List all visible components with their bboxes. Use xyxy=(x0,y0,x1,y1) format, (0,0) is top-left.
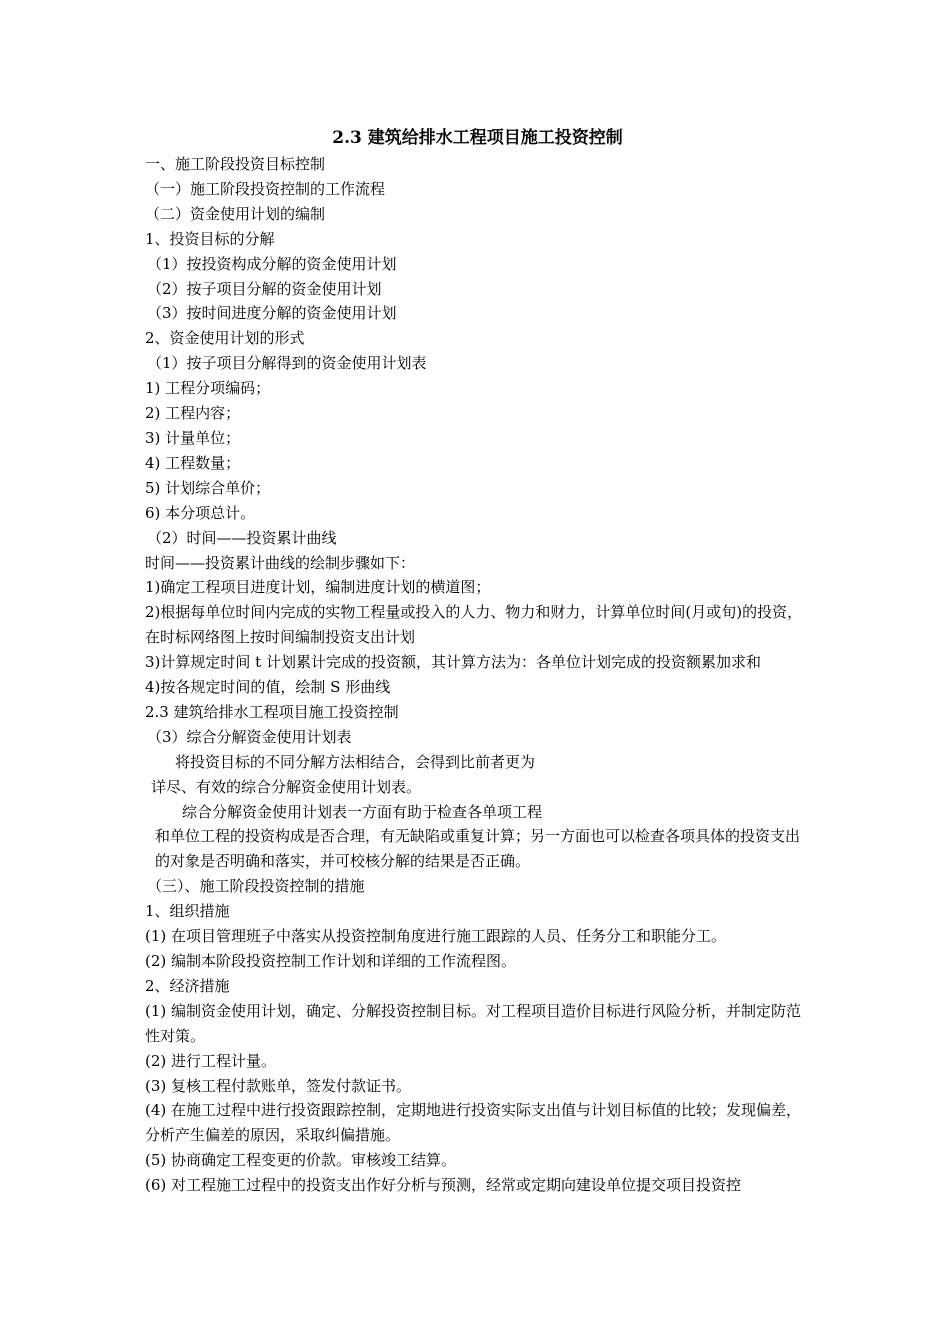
subheading: （二）资金使用计划的编制 xyxy=(145,204,326,223)
list-item: (1) 在项目管理班子中落实从投资控制角度进行施工跟踪的人员、任务分工和职能分工。 xyxy=(145,927,727,946)
paragraph: 和单位工程的投资构成是否合理，有无缺陷或重复计算；另一方面也可以检查各项具体的投资支出的对象是否明确和落实，并可校核分解的结果是否正确。 xyxy=(155,827,801,871)
section-heading: 2、经济措施 xyxy=(145,976,230,995)
heading-1: 一、施工阶段投资目标控制 xyxy=(145,155,326,173)
list-item: （3）综合分解资金使用计划表 xyxy=(147,727,352,746)
subheading: （三）、施工阶段投资控制的措施 xyxy=(147,877,365,896)
paragraph: 将投资目标的不同分解方法相结合，会得到比前者更为 xyxy=(175,752,536,771)
document-title: 2.3 建筑给排水工程项目施工投资控制 xyxy=(332,128,623,148)
list-item: (1) 编制资金使用计划，确定、分解投资控制目标。对工程项目造价目标进行风险分析，并制定防范性对策。 xyxy=(145,1001,802,1045)
list-item: (6) 对工程施工过程中的投资支出作好分析与预测，经常或定期向建设单位提交项目投资控 xyxy=(145,1176,742,1195)
list-item: (2) 进行工程计量。 xyxy=(145,1051,277,1070)
section-heading: 1、投资目标的分解 xyxy=(145,229,275,248)
step-item: 1)确定工程项目进度计划，编制进度计划的横道图； xyxy=(145,578,491,597)
paragraph: 综合分解资金使用计划表一方面有助于检查各单项工程 xyxy=(182,802,543,821)
list-item: (3) 复核工程付款账单，签发付款证书。 xyxy=(145,1076,412,1095)
section-heading: 1、组织措施 xyxy=(145,902,230,921)
list-item: （2）时间——投资累计曲线 xyxy=(147,528,337,547)
list-item: （1）按投资构成分解的资金使用计划 xyxy=(147,254,397,273)
list-item: （2）按子项目分解的资金使用计划 xyxy=(147,279,382,298)
step-item: 2)根据每单位时间内完成的实物工程量或投入的人力、物力和财力，计算单位时间(月或旬)的投资，在时标网络图上按时间编制投资支出计划 xyxy=(145,603,803,647)
subheading: （一）施工阶段投资控制的工作流程 xyxy=(145,179,386,198)
section-heading: 2、资金使用计划的形式 xyxy=(145,329,305,348)
list-item: (5) 协商确定工程变更的价款。审核竣工结算。 xyxy=(145,1151,457,1170)
list-item: （3）按时间进度分解的资金使用计划 xyxy=(147,304,397,323)
step-item: 3)计算规定时间 t 计划累计完成的投资额，其计算方法为：各单位计划完成的投资额累加求和 xyxy=(145,653,761,672)
list-item: 3) 计量单位； xyxy=(145,428,241,447)
paragraph: 时间——投资累计曲线的绘制步骤如下： xyxy=(145,553,416,572)
list-item: 5) 计划综合单价； xyxy=(145,478,271,497)
document-body xyxy=(145,124,810,1198)
list-item: 2) 工程内容； xyxy=(145,404,241,423)
list-item: 1) 工程分项编码； xyxy=(145,379,271,398)
paragraph: 详尽、有效的综合分解资金使用计划表。 xyxy=(151,777,422,796)
list-item: 6) 本分项总计。 xyxy=(145,503,256,522)
list-item: (2) 编制本阶段投资控制工作计划和详细的工作流程图。 xyxy=(145,952,517,970)
list-item: (4) 在施工过程中进行投资跟踪控制，定期地进行投资实际支出值与计划目标值的比较；发现偏差，分析产生偏差的原因，采取纠偏措施。 xyxy=(145,1101,802,1145)
list-item: （1）按子项目分解得到的资金使用计划表 xyxy=(147,354,427,373)
step-item: 4)按各规定时间的值，绘制 S 形曲线 xyxy=(145,678,391,697)
repeated-title: 2.3 建筑给排水工程项目施工投资控制 xyxy=(145,702,399,721)
list-item: 4) 工程数量； xyxy=(145,453,241,472)
